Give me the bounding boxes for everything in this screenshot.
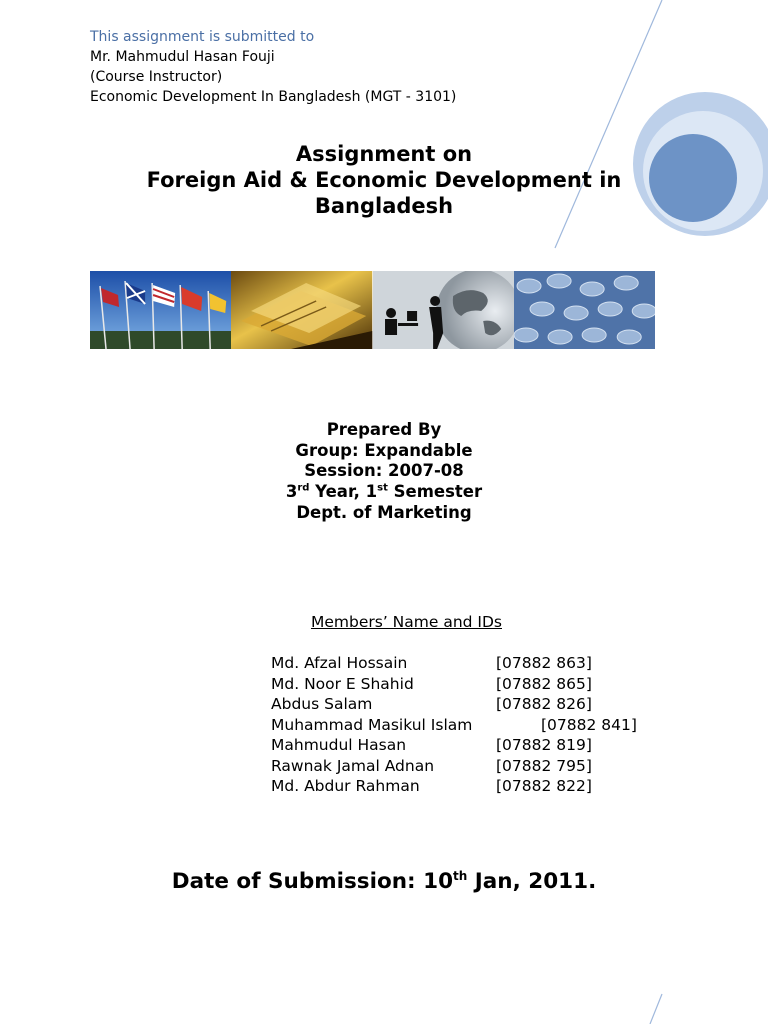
- title-line-1: Assignment on: [295, 142, 473, 166]
- money-photo: [231, 271, 372, 349]
- member-row: [271, 694, 592, 715]
- department: Dept. of Marketing: [296, 502, 472, 522]
- member-name: Md. Noor E Shahid: [271, 674, 414, 693]
- member-row: [271, 715, 637, 736]
- submission-date: Date of Submission: 10th Jan, 2011.: [171, 868, 597, 894]
- member-row: [271, 756, 592, 777]
- member-row: [271, 776, 592, 797]
- title-line-2: Foreign Aid & Economic Development in: [146, 168, 622, 192]
- photo-banner: [90, 271, 655, 349]
- submission-intro: This assignment is submitted to: [90, 29, 315, 45]
- title-line-3: Bangladesh: [314, 194, 454, 218]
- members-list: [271, 653, 637, 797]
- member-name: Md. Abdur Rahman: [271, 777, 420, 795]
- member-id: [07882 865]: [496, 674, 592, 693]
- member-name: Muhammad Masikul Islam: [271, 715, 473, 734]
- member-id: [07882 826]: [496, 695, 592, 713]
- member-row: [271, 653, 592, 674]
- prepared-by-block: [200, 420, 568, 524]
- members-heading: Members’ Name and IDs: [310, 613, 502, 631]
- year-semester: 3rd Year, 1st Semester: [285, 482, 483, 502]
- member-id: [07882 822]: [496, 777, 592, 795]
- member-name: Md. Afzal Hossain: [271, 654, 408, 672]
- group-name: Group: Expandable: [295, 440, 473, 460]
- coins-photo: [514, 271, 655, 349]
- member-name: Mahmudul Hasan: [271, 736, 407, 754]
- assignment-title: [100, 141, 668, 219]
- submission-recipient-block: [90, 27, 456, 107]
- member-id: [07882 795]: [496, 756, 592, 775]
- member-id: [07882 863]: [496, 654, 592, 672]
- instructor-name: Mr. Mahmudul Hasan Fouji: [90, 49, 275, 65]
- session: Session: 2007-08: [304, 461, 464, 481]
- prepared-by-label: Prepared By: [326, 420, 442, 439]
- flags-photo: [90, 271, 231, 349]
- member-name: Abdus Salam: [271, 695, 373, 713]
- member-id: [07882 841]: [541, 715, 637, 734]
- instructor-role: (Course Instructor): [90, 69, 223, 85]
- decorative-diagonal-line-bottom: [650, 994, 662, 1024]
- business-people-photo: [373, 271, 514, 349]
- member-row: [271, 735, 592, 756]
- member-id: [07882 819]: [496, 736, 592, 754]
- course-name: Economic Development In Bangladesh (MGT - 3101): [90, 89, 457, 105]
- member-row: [271, 674, 592, 695]
- member-name: Rawnak Jamal Adnan: [271, 756, 435, 775]
